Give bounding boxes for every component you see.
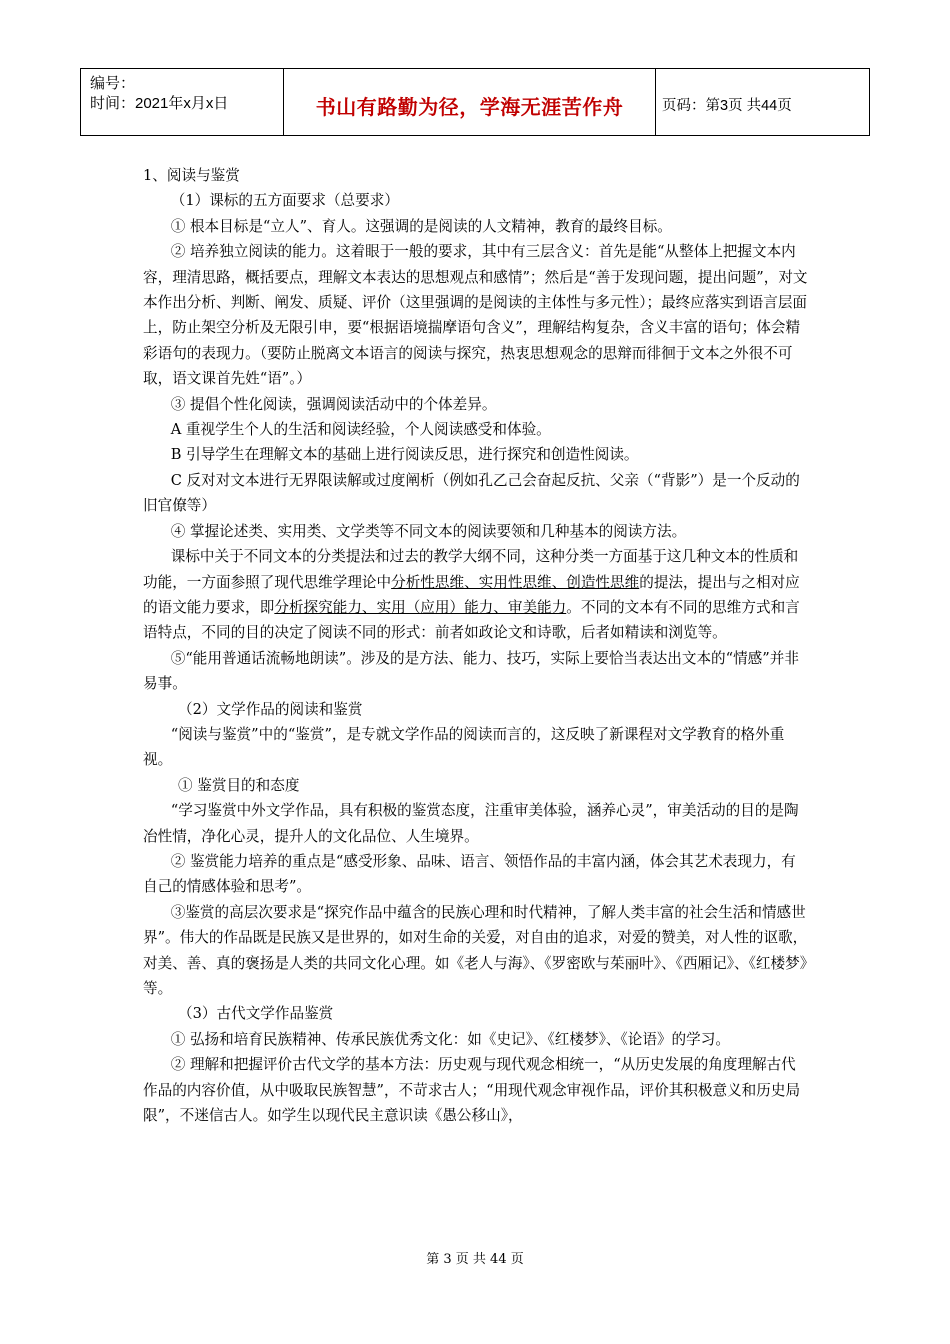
motto-text: 书山有路勤为径，学海无涯苦作舟 <box>315 94 624 119</box>
subsection-heading: ① 鉴赏目的和态度 <box>178 776 300 794</box>
paragraph: A 重视学生个人的生活和阅读经验，个人阅读感受和体验。 <box>170 421 551 439</box>
code-label: 编号： <box>90 75 136 92</box>
text-run: 。不同的文本有不同的思维方式和言语特点，不同的目的决定了阅读不同的形式：前者如政论文和诗歌，后者如精读和浏览等。 <box>143 598 800 642</box>
paragraph: ② 鉴赏能力培养的重点是“感受形象、品味、语言、领悟作品的丰富内涵，体会其艺术表现力，有自己的情感体验和思考”。 <box>143 852 796 896</box>
header-left-cell <box>81 69 284 135</box>
paragraph: ③鉴赏的高层次要求是“探究作品中蕴含的民族心理和时代精神，了解人类丰富的社会生活和情感世界”。伟大的作品既是民族又是世界的，如对生命的关爱，对自由的追求，对爱的赞美，对人性的讴歌，对美、善、真的褒扬是人类的共同文化心理。如《老人与海》、《罗密欧与茱丽叶》、《西厢记》、《红楼梦》等。 <box>143 903 808 997</box>
paragraph <box>143 544 808 646</box>
text-run: 的提法，提出与之相对应的语文能力要求，即 <box>143 573 800 616</box>
paragraph: “阅读与鉴赏”中的“鉴赏”，是专就文学作品的阅读而言的，这反映了新课程对文学教育的格外重视。 <box>143 725 785 769</box>
paragraph: ④ 掌握论述类、实用类、文学类等不同文本的阅读要领和几种基本的阅读方法。 <box>170 522 687 540</box>
section-heading: 1、阅读与鉴赏 <box>143 167 240 184</box>
underlined-text: 分析探究能力、实用（应用）能力、审美能力 <box>274 598 567 616</box>
subsection-heading: （3）古代文学作品鉴赏 <box>178 1005 334 1023</box>
paragraph: ② 理解和把握评价古代文学的基本方法：历史观与现代观念相统一，“从历史发展的角度理解古代作品的内容价值，从中吸取民族智慧”，不苛求古人；“用现代观念审视作品，评价其积极意义和历史局限”，不迷信古人。如学生以现代民主意识读《愚公移山》， <box>143 1056 801 1125</box>
paragraph: ⑤“能用普通话流畅地朗读”。涉及的是方法、能力、技巧，实际上要恰当表达出文本的“情感”并非易事。 <box>143 649 799 693</box>
date-label: 时间：2021年x月x日 <box>90 95 229 112</box>
paragraph: ① 根本目标是“立人”、育人。这强调的是阅读的人文精神，教育的最终目标。 <box>170 217 672 235</box>
document-body <box>143 163 808 1128</box>
paragraph: ① 弘扬和培育民族精神、传承民族优秀文化：如《史记》、《红楼梦》、《论语》的学习。 <box>170 1030 730 1048</box>
paragraph: ② 培养独立阅读的能力。这着眼于一般的要求，其中有三层含义：首先是能“从整体上把握文本内容，理清思路，概括要点，理解文本表达的思想观点和感情”；然后是“善于发现问题，提出问题”，对文本作出分析、判断、阐发、质疑、评价（这里强调的是阅读的主体性与多元性）；最终应落实到语言层面上，防止架空分析及无限引申，要“根据语境揣摩语句含义”，理解结构复杂，含义丰富的语句；体会精彩语句的表现力。（要防止脱离文本语言的阅读与探究，热衷思想观念的思辩而徘徊于文本之外很不可取，语文课首先姓“语”。） <box>143 243 808 388</box>
paragraph: C 反对对文本进行无界限读解或过度阐析（例如孔乙己会奋起反抗、父亲（“背影”）是一个反动的旧官僚等） <box>143 471 800 515</box>
page-info: 页码：第3页 共44页 <box>662 97 792 114</box>
underlined-text: 分析性思维、实用性思维、创造性思维 <box>391 573 640 591</box>
header-table <box>80 68 870 136</box>
paragraph: B 引导学生在理解文本的基础上进行阅读反思，进行探究和创造性阅读。 <box>170 446 639 464</box>
paragraph: “学习鉴赏中外文学作品，具有积极的鉴赏态度，注重审美体验，涵养心灵”，审美活动的目的是陶冶性情，净化心灵，提升人的文化品位、人生境界。 <box>143 802 799 845</box>
header-motto-cell <box>284 69 656 135</box>
subsection-heading: （1）课标的五方面要求（总要求） <box>170 192 399 210</box>
text-run: 课标中关于不同文本的分类提法和过去的教学大纲不同，这种分类一方面基于这几种文本的性质和功能，一方面参照了现代思维学理论中 <box>143 548 799 591</box>
page-footer <box>0 1248 950 1267</box>
subsection-heading: （2）文学作品的阅读和鉴赏 <box>178 700 363 718</box>
footer-page-number: 第 3 页 共 44 页 <box>426 1252 524 1267</box>
paragraph: ③ 提倡个性化阅读，强调阅读活动中的个体差异。 <box>170 395 497 413</box>
header-page-cell <box>656 69 869 135</box>
